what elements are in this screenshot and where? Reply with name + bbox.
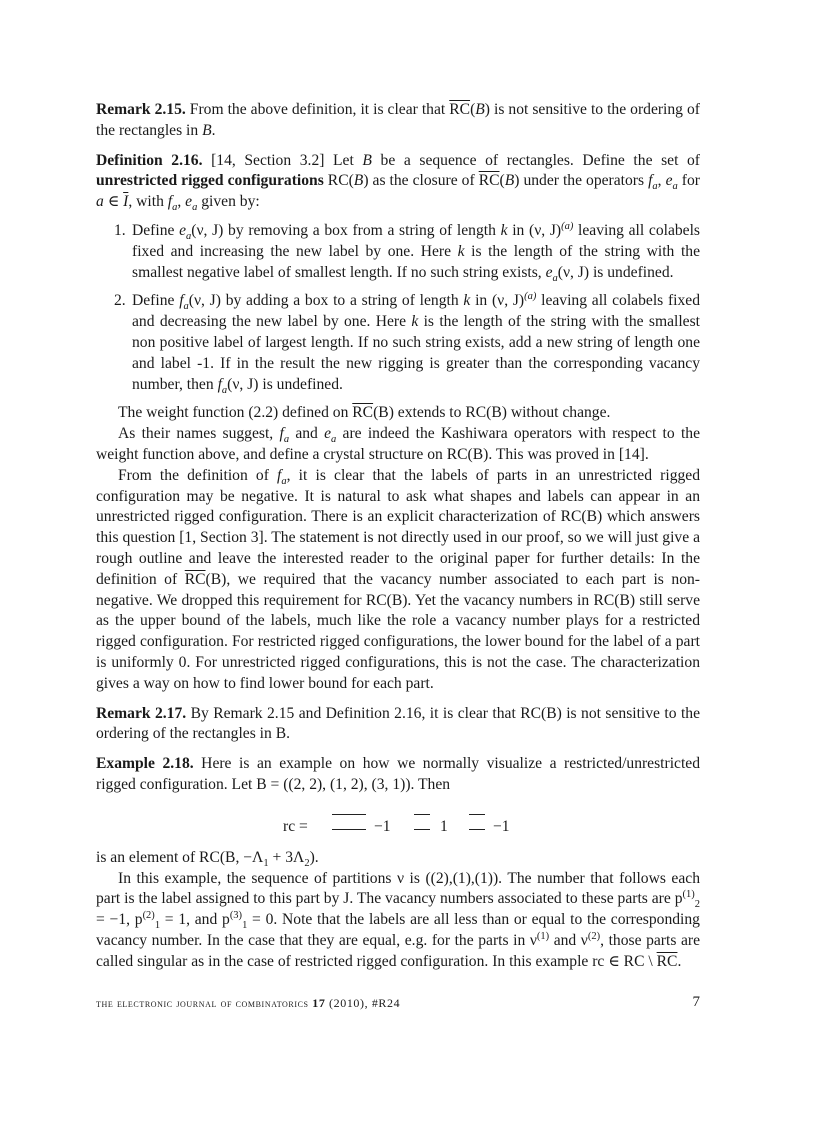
math-var: k [457, 242, 465, 260]
part-label: −1 [374, 817, 391, 835]
page-number: 7 [692, 994, 700, 1010]
math-var: a [96, 193, 104, 211]
math-sub: a [281, 475, 287, 487]
text: in (ν, J) [470, 292, 525, 310]
text: ) under the operators [514, 172, 649, 190]
math-sub: 2 [694, 899, 700, 911]
text: ) as the closure of [363, 172, 479, 190]
journal-name: the electronic journal of combinatorics [96, 996, 309, 1010]
partition-part [332, 814, 366, 830]
math-var: $\overline{I}$ [123, 193, 129, 211]
definition-list [96, 221, 700, 395]
math-sup: (1) [682, 889, 695, 901]
text: (B), we required that the vacancy number associated to each part is non-negative. We dropped this requirement for RC(B). Yet the vacancy numbers in RC(B) still serve as the upper bound of the labels, much like the role a vacancy number plays for a restricted rigged configuration. For restricted rigged configurations, the lower bound for the label of a part is uniformly 0. For unrestricted rigged configurations, this is not the case. The characterization gives a way on how to find lower bound for each part. [96, 570, 701, 692]
text: Define [132, 292, 180, 310]
bold-term: unrestricted rigged configurations [96, 172, 324, 190]
math-sup: (3) [229, 909, 243, 921]
definition-label: Definition 2.16. [96, 151, 203, 169]
example-2-18 [96, 754, 700, 796]
math-var: f [179, 292, 184, 310]
math-sub: a [221, 384, 228, 396]
math-var: B [504, 172, 515, 190]
math-var: k [411, 313, 419, 331]
text: ). [309, 848, 319, 866]
math-var: f [279, 425, 284, 443]
math-sup: (1) [536, 930, 550, 942]
text: (ν, J) by removing a box from a string of length [191, 221, 501, 239]
math-sub: 1 [154, 920, 161, 932]
text: . [211, 121, 216, 139]
text: From the above definition, it is clear that [185, 101, 450, 118]
text: are indeed the Kashiwara operators with respect to the weight function above, and define a crystal structure on RC(B). This was proved in [14]. [96, 425, 700, 463]
text: Define [132, 221, 180, 239]
text: By Remark 2.15 and Definition 2.16, it is clear that RC(B) is not sensitive to the ordering of the rectangles in B. [96, 704, 700, 743]
math-sub: 1 [263, 857, 269, 869]
journal-issue: (2010), #R24 [325, 996, 401, 1010]
text: leaving all colabels fixed and increasing the new label by one. Here [132, 221, 700, 260]
text: , [177, 193, 186, 211]
text: RC( [323, 172, 354, 190]
math-sub: a [331, 434, 337, 446]
partition-part [414, 814, 430, 830]
text: The weight function (2.2) defined on [118, 404, 353, 422]
text: given by: [197, 193, 260, 211]
text: . [677, 952, 682, 970]
remark-label: Remark 2.17. [96, 704, 187, 722]
text: , those parts are called singular as in the case of restricted rigged configuration. In this example rc ∈ RC \ [96, 931, 701, 970]
page-footer [96, 994, 700, 1014]
text: As their names suggest, [118, 425, 280, 443]
text: in (ν, J) [507, 221, 562, 239]
math-sub: a [672, 181, 678, 193]
text: and ν [549, 931, 588, 949]
math-var: k [463, 292, 471, 310]
math-var: f [648, 172, 653, 190]
math-sub: a [186, 231, 192, 243]
text: ∈ [103, 193, 124, 211]
text: = 0. Note that the labels are all less than or equal to the corresponding vacancy number. In the case that they are equal, e.g. for the parts in ν [96, 911, 700, 949]
math-sub: 1 [242, 920, 248, 932]
math-var: B [475, 101, 485, 118]
text: ( [499, 172, 505, 190]
list-item [96, 221, 700, 283]
math-sup: (2) [142, 909, 155, 921]
text: (ν, J) is undefined. [227, 375, 343, 393]
example-label: Example 2.18. [96, 755, 194, 773]
rc-overline: $\overline{RC}$ [478, 172, 500, 190]
text: for [677, 172, 700, 190]
rc-overline: $\overline{RC}$ [184, 570, 206, 588]
math-var: e [185, 193, 193, 211]
text: From the definition of [118, 466, 278, 484]
text: ) is not sensitive to the ordering of the rectangles in [96, 101, 700, 139]
math-var: f [167, 193, 173, 211]
math-var: e [179, 221, 187, 239]
math-sub: a [172, 202, 178, 214]
remark-2-17 [96, 704, 700, 746]
math-var: B [353, 172, 364, 190]
text: Here is an example on how we normally visualize a restricted/unrestricted rigged configuration. Let B = ((2, 2), (1, 2), (3, 1)). Then [96, 755, 701, 793]
text: ( [470, 101, 476, 118]
rigged-configuration-diagram [96, 804, 700, 844]
text: [14, Section 3.2] Let [202, 151, 363, 169]
text: leaving all colabels fixed and decreasing the new label by one. Here [132, 292, 701, 331]
math-sup: (a) [524, 291, 537, 303]
math-sup: (a) [561, 220, 574, 232]
math-sub: 2 [304, 857, 310, 869]
rc-overline: $\overline{RC}$ [352, 404, 374, 422]
text: is the length of the string with the smallest negative label of smallest length. If no such string exists, [132, 242, 700, 281]
text: , with [128, 193, 168, 211]
math-var: e [665, 172, 673, 190]
math-sub: a [652, 181, 658, 193]
math-var: k [500, 221, 508, 239]
text: (ν, J) is undefined. [557, 263, 674, 281]
text: = 1, and p [160, 911, 230, 929]
list-item [96, 291, 700, 395]
math-var: e [545, 263, 553, 281]
math-var: e [324, 425, 332, 443]
math-sub: a [552, 272, 558, 284]
paragraph-example-explanation [96, 869, 700, 973]
text: is the length of the string with the smallest non positive label of largest length. If no such string exists, add a new string of length one and label -1. If in the result the new rigging is greater than the corresponding vacancy number, then [132, 313, 700, 393]
text: = −1, p [96, 911, 143, 929]
page-body [96, 100, 700, 972]
rc-equation-label: rc = [283, 817, 308, 835]
rc-overline: $\overline{RC}$ [656, 952, 678, 970]
list-number: 1. [114, 221, 126, 239]
paragraph-weight [96, 403, 700, 424]
math-sub: a [192, 202, 198, 214]
paragraph-characterization [96, 466, 700, 695]
math-sub: a [183, 301, 189, 313]
text: , [657, 172, 666, 190]
example-element [96, 848, 700, 869]
math-sub: a [283, 434, 290, 446]
text: (ν, J) by adding a box to a string of length [188, 292, 464, 310]
partition-part [469, 814, 485, 830]
paragraph-kashiwara [96, 424, 700, 466]
journal-volume: 17 [312, 996, 326, 1010]
text: and [289, 425, 325, 443]
math-var: f [217, 375, 222, 393]
math-var: f [277, 466, 282, 484]
text: + 3Λ [268, 848, 305, 866]
remark-2-15 [96, 100, 700, 142]
text: (B) extends to RC(B) without change. [373, 404, 611, 422]
math-var: B [202, 121, 212, 139]
part-label: −1 [493, 817, 510, 835]
math-var: B [362, 151, 372, 169]
part-label: 1 [440, 817, 448, 835]
text: be a sequence of rectangles. Define the set of [371, 151, 700, 169]
rc-overline: $\overline{RC}$ [449, 101, 471, 118]
text: In this example, the sequence of partitions ν is ((2),(1),(1)). The number that follows each part is the label assigned to this part by J. The vacancy numbers associated to these parts are p [96, 869, 700, 908]
definition-2-16 [96, 151, 700, 213]
journal-citation [96, 996, 400, 1011]
remark-label: Remark 2.15. [96, 101, 186, 118]
list-number: 2. [114, 292, 126, 310]
text: is an element of RC(B, −Λ [96, 848, 264, 866]
text: , it is clear that the labels of parts in an unrestricted rigged configuration may be negative. It is natural to ask what shapes and labels can appear in an unrestricted rigged configuration. There is an explicit characterization of RC(B) which answers this question [1, Section 3]. The statement is not directly used in our proof, so we will just give a rough outline and leave the interested reader to the original paper for further details: In the definition of [96, 466, 701, 588]
math-sup: (2) [587, 930, 601, 942]
